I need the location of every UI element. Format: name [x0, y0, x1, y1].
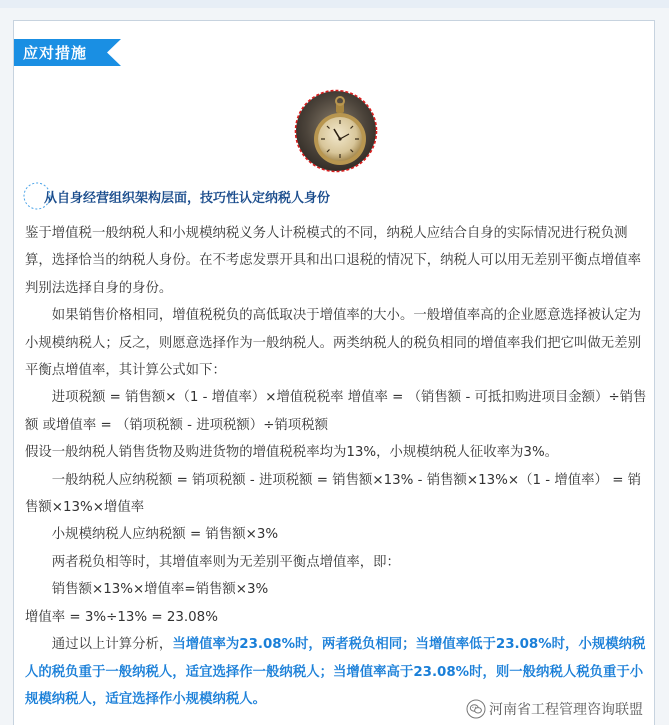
paragraph-general-taxpayer: 一般纳税人应纳税额 = 销项税额 - 进项税额 = 销售额×13% - 销售额×13%×（1 - 增值率） = 销售额×13%×增值率	[25, 472, 642, 516]
conclusion-highlight: 当增值率为23.08%时，两者税负相同；当增值率低于23.08%时，小规模纳税人的税负重于一般纳税人，适宜选择作一般纳税人；当增值率高于23.08%时，则一般纳税人税负重于小规模纳税人，适宜选择作小规模纳税人。	[25, 637, 646, 707]
section-tag	[13, 39, 121, 66]
top-strip	[0, 0, 669, 8]
section-tag-label: 应对措施	[23, 44, 88, 62]
wechat-icon	[466, 699, 486, 719]
paragraph-explanation: 如果销售价格相同，增值税税负的高低取决于增值率的大小。一般增值率高的企业愿意选择被认定为小规模纳税人；反之，则愿意选择作为一般纳税人。两类纳税人的税负相同的增值率我们把它叫做无差别平衡点增值率，其计算公式如下：	[25, 308, 641, 379]
article-card	[13, 20, 655, 725]
paragraph-assumption: 假设一般纳税人销售货物及购进货物的增值税税率均为13%，小规模纳税人征收率为3%。	[25, 445, 559, 461]
paragraph-formula-input-tax: 进项税额 = 销售额×（1 - 增值率）×增值税税率 增值率 = （销售额 - 可抵扣购进项目金额）÷销售额 或增值率 = （销项税额 - 进项税额）÷销项税额	[25, 390, 647, 433]
conclusion-lead: 通过以上计算分析，	[51, 637, 173, 653]
subheading-text: 从自身经营组织架构层面，技巧性认定纳税人身份	[44, 191, 331, 206]
watermark	[462, 697, 647, 721]
watermark-text: 河南省工程管理咨询联盟	[489, 702, 643, 718]
paragraph-result: 增值率 = 3%÷13% = 23.08%	[25, 609, 218, 625]
subheading	[22, 181, 622, 213]
paragraph-small-scale-taxpayer: 小规模纳税人应纳税额 = 销售额×3%	[51, 527, 279, 543]
pocket-watch-photo	[294, 89, 378, 173]
article-body	[25, 220, 649, 713]
paragraph-equation: 销售额×13%×增值率=销售额×3%	[51, 582, 269, 598]
paragraph-intro: 鉴于增值税一般纳税人和小规模纳税义务人计税模式的不同，纳税人应结合自身的实际情况进行税负测算，选择恰当的纳税人身份。在不考虑发票开具和出口退税的情况下，纳税人可以用无差别平衡点增值率判别法选择自身的身份。	[25, 226, 641, 296]
paragraph-equal-burden: 两者税负相等时，其增值率则为无差别平衡点增值率，即：	[51, 554, 400, 570]
